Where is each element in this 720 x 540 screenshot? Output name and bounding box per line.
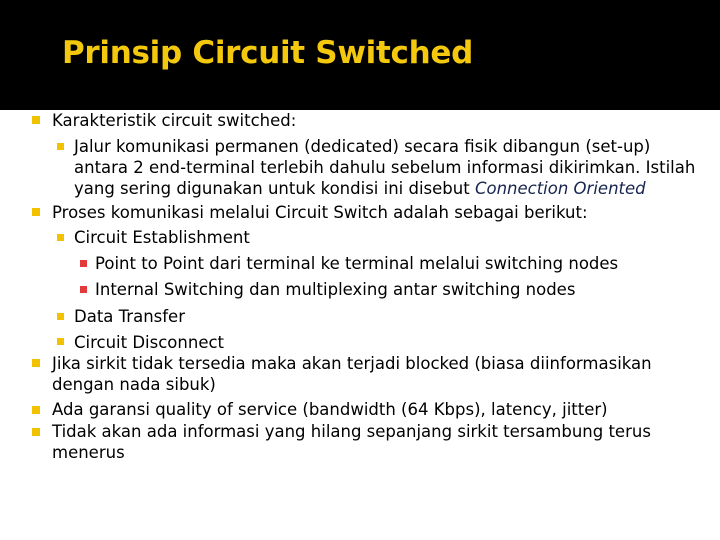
title-bar — [0, 0, 720, 110]
bullet-ada-garansi — [52, 399, 692, 420]
bullet-marker-icon — [57, 313, 64, 320]
text-line: dengan nada sibuk) — [52, 375, 216, 394]
sub-bullet-circuit-establishment — [74, 227, 692, 248]
bullet-text: Circuit Establishment — [74, 228, 250, 247]
bullet-jika-sirkit — [52, 353, 692, 395]
sub-sub-bullet-point-to-point — [95, 253, 692, 274]
text-line: Jika sirkit tidak tersedia maka akan terjadi blocked (biasa diinformasikan — [52, 354, 652, 373]
bullet-text: Circuit Disconnect — [74, 333, 225, 352]
bullet-proses-komunikasi — [52, 202, 692, 223]
sub-sub-bullet-internal-switching — [95, 279, 692, 300]
bullet-marker-icon — [32, 359, 40, 367]
bullet-marker-icon — [32, 116, 40, 124]
bullet-marker-icon — [80, 286, 87, 293]
bullet-karakteristik — [52, 110, 692, 131]
bullet-text: Data Transfer — [74, 307, 185, 326]
bullet-marker-icon — [57, 338, 64, 345]
text-line: yang sering digunakan untuk kondisi ini disebut — [74, 179, 475, 198]
connection-oriented-term: Connection Oriented — [474, 179, 646, 198]
bullet-tidak-akan-ada — [52, 421, 692, 463]
bullet-text: Ada garansi quality of service (bandwidth (64 Kbps), latency, jitter) — [52, 400, 608, 419]
bullet-marker-icon — [57, 234, 64, 241]
bullet-text: Proses komunikasi melalui Circuit Switch adalah sebagai berikut: — [52, 203, 588, 222]
bullet-text: Point to Point dari terminal ke terminal melalui switching nodes — [95, 254, 619, 273]
bullet-text: Internal Switching dan multiplexing antar switching nodes — [95, 280, 576, 299]
sub-bullet-circuit-disconnect — [74, 332, 692, 353]
sub-bullet-jalur — [74, 136, 696, 199]
bullet-marker-icon — [32, 406, 40, 414]
text-line: Tidak akan ada informasi yang hilang sepanjang sirkit tersambung terus — [52, 422, 651, 441]
text-line: Jalur komunikasi permanen (dedicated) secara fisik dibangun (set-up) — [74, 137, 651, 156]
text-line: antara 2 end-terminal terlebih dahulu sebelum informasi dikirimkan. Istilah — [74, 158, 696, 177]
bullet-marker-icon — [57, 143, 64, 150]
content-area — [0, 110, 720, 540]
bullet-text: Karakteristik circuit switched: — [52, 111, 297, 130]
sub-bullet-data-transfer — [74, 306, 692, 327]
text-line: menerus — [52, 443, 125, 462]
bullet-marker-icon — [32, 428, 40, 436]
slide-title: Prinsip Circuit Switched — [62, 35, 473, 71]
bullet-marker-icon — [80, 260, 87, 267]
bullet-marker-icon — [32, 208, 40, 216]
